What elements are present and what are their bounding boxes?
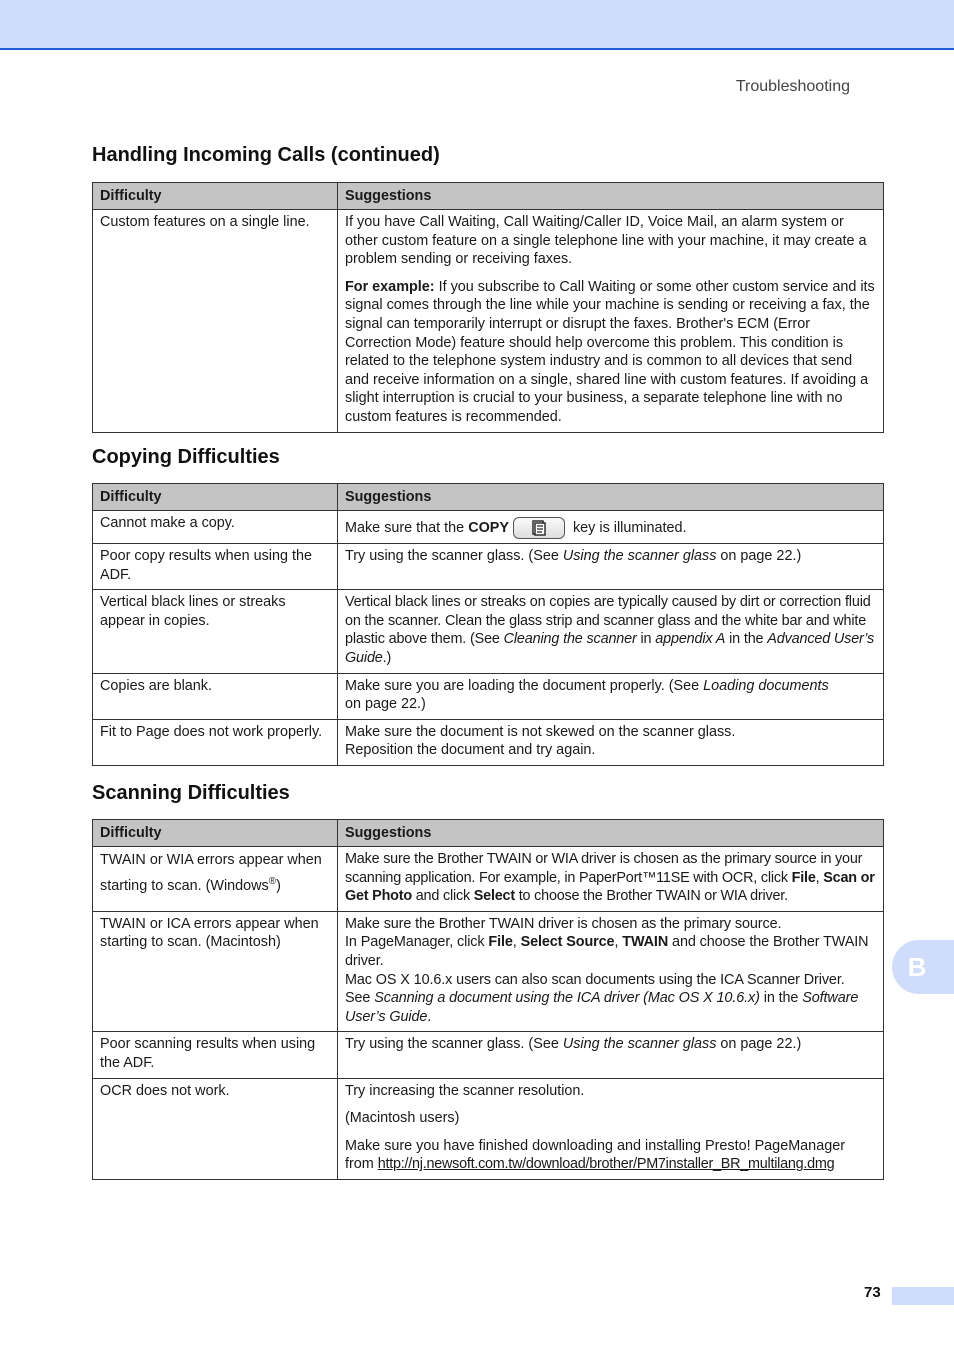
suggestion-text: See bbox=[345, 990, 375, 1007]
appendix-tab-b: B bbox=[892, 940, 954, 994]
table-row bbox=[93, 590, 884, 673]
suggestion-text: .) bbox=[382, 649, 392, 666]
difficulty-text: ) bbox=[276, 877, 281, 894]
menu-label: File bbox=[791, 869, 816, 886]
table-row bbox=[93, 1032, 884, 1078]
suggestion-text: . bbox=[427, 1008, 432, 1025]
table-row bbox=[93, 911, 884, 1032]
suggestion-text: In PageManager, click bbox=[345, 934, 489, 951]
suggestion-text: on page 22.) bbox=[345, 696, 426, 713]
column-header-suggestions: Suggestions bbox=[338, 183, 884, 210]
table-scanning bbox=[92, 819, 884, 1180]
menu-label: Select bbox=[473, 888, 515, 905]
column-header-suggestions: Suggestions bbox=[338, 484, 884, 511]
reference-title: Using the scanner glass bbox=[562, 548, 717, 564]
reference-title: Cleaning the scanner bbox=[503, 631, 637, 648]
table-row bbox=[93, 210, 884, 433]
suggestion-text: and choose the Brother TWAIN driver. bbox=[345, 934, 869, 969]
suggestion-cell bbox=[338, 1032, 884, 1078]
suggestion-text: Make sure the Brother TWAIN or WIA driver is chosen as the primary source in your scanning application. For example, in PaperPort™11SE with OCR, click bbox=[345, 851, 863, 886]
page-number: 73 bbox=[864, 1284, 881, 1301]
copy-key-label: COPY bbox=[468, 519, 509, 536]
difficulty-cell bbox=[93, 847, 338, 912]
reference-title: Software User’s Guide bbox=[345, 990, 859, 1025]
suggestion-text: Vertical black lines or streaks on copies are typically caused by dirt or correction fluid on the scanner. Clean the glass strip and scanner glass and the white bar and white plastic above them. (See bbox=[345, 594, 871, 648]
suggestion-cell bbox=[338, 511, 884, 544]
column-header-difficulty: Difficulty bbox=[93, 484, 338, 511]
suggestion-text: , bbox=[815, 869, 824, 886]
table-copying bbox=[92, 483, 884, 766]
difficulty-cell: Poor copy results when using the ADF. bbox=[93, 544, 338, 590]
difficulty-cell: Custom features on a single line. bbox=[93, 210, 338, 433]
suggestion-paragraph: Try increasing the scanner resolution. bbox=[345, 1082, 585, 1099]
suggestion-text: in bbox=[636, 631, 656, 648]
suggestion-cell bbox=[338, 210, 884, 433]
difficulty-cell: Copies are blank. bbox=[93, 673, 338, 719]
reference-title: Advanced User’s Guide bbox=[345, 631, 875, 666]
table-header-row bbox=[93, 183, 884, 210]
suggestion-cell bbox=[338, 673, 884, 719]
copy-key bbox=[513, 517, 565, 539]
suggestion-text: Make sure that the bbox=[345, 519, 469, 536]
table-row bbox=[93, 847, 884, 912]
suggestion-paragraph: (Macintosh users) bbox=[345, 1110, 460, 1127]
header-band bbox=[0, 0, 954, 50]
suggestion-text: , bbox=[512, 934, 521, 951]
suggestion-cell bbox=[338, 911, 884, 1032]
bold-label: For example: bbox=[345, 278, 435, 295]
suggestion-text: to choose the Brother TWAIN or WIA driver. bbox=[514, 888, 788, 905]
suggestion-text: on page 22.) bbox=[716, 1036, 802, 1053]
suggestion-text: Make sure you are loading the document properly. (See bbox=[345, 677, 704, 694]
difficulty-cell: OCR does not work. bbox=[93, 1078, 338, 1179]
suggestion-cell bbox=[338, 719, 884, 765]
table-header-row bbox=[93, 484, 884, 511]
menu-label: File bbox=[488, 934, 513, 951]
reference-title: appendix A bbox=[655, 631, 726, 648]
reference-title: Using the scanner glass bbox=[562, 1036, 717, 1053]
running-head: Troubleshooting bbox=[735, 78, 850, 95]
table-row bbox=[93, 719, 884, 765]
registered-mark: ® bbox=[268, 876, 277, 887]
suggestion-text: Mac OS X 10.6.x users can also scan documents using the ICA Scanner Driver. bbox=[345, 971, 845, 988]
section-title-incoming-calls: Handling Incoming Calls (continued) bbox=[92, 144, 440, 166]
difficulty-cell: Vertical black lines or streaks appear in copies. bbox=[93, 590, 338, 673]
section-title-copying: Copying Difficulties bbox=[92, 446, 280, 468]
suggestion-paragraph bbox=[345, 1137, 876, 1174]
suggestion-paragraph: If you have Call Waiting, Call Waiting/Caller ID, Voice Mail, an alarm system or other custom feature on a single telephone line with your machine, it may create a problem sending or receiving faxes. bbox=[345, 214, 867, 268]
difficulty-text: TWAIN or WIA errors appear when starting to scan. (Windows bbox=[100, 852, 322, 894]
menu-label: Scan or Get Photo bbox=[345, 869, 875, 905]
table-row bbox=[93, 1078, 884, 1179]
suggestion-text: key is illuminated. bbox=[568, 519, 687, 536]
suggestion-text: Make sure the document is not skewed on the scanner glass. bbox=[345, 723, 736, 740]
suggestion-text: in the bbox=[725, 631, 768, 648]
column-header-suggestions: Suggestions bbox=[338, 820, 884, 847]
table-row bbox=[93, 511, 884, 544]
footer-band bbox=[892, 1287, 954, 1305]
table-incoming-calls bbox=[92, 182, 884, 433]
suggestion-text: Make sure you have finished downloading and installing Presto! PageManager from bbox=[345, 1137, 845, 1173]
suggestion-cell bbox=[338, 847, 884, 912]
suggestion-cell bbox=[338, 590, 884, 673]
column-header-difficulty: Difficulty bbox=[93, 183, 338, 210]
reference-title: Scanning a document using the ICA driver (Mac OS X 10.6.x) bbox=[374, 990, 760, 1007]
difficulty-cell: TWAIN or ICA errors appear when starting to scan. (Macintosh) bbox=[93, 911, 338, 1032]
suggestion-text: Make sure the Brother TWAIN driver is chosen as the primary source. bbox=[345, 915, 782, 932]
suggestion-text: Reposition the document and try again. bbox=[345, 742, 596, 759]
suggestion-text: Try using the scanner glass. (See bbox=[345, 548, 563, 564]
reference-title: Loading documents bbox=[703, 677, 829, 694]
suggestion-cell bbox=[338, 1078, 884, 1179]
difficulty-cell: Fit to Page does not work properly. bbox=[93, 719, 338, 765]
suggestion-text: , bbox=[614, 934, 623, 951]
table-header-row bbox=[93, 820, 884, 847]
suggestion-cell bbox=[338, 544, 884, 590]
copy-icon bbox=[531, 520, 547, 536]
table-row bbox=[93, 544, 884, 590]
suggestion-text: Try using the scanner glass. (See bbox=[345, 1036, 563, 1053]
difficulty-cell: Cannot make a copy. bbox=[93, 511, 338, 544]
table-row bbox=[93, 673, 884, 719]
section-title-scanning: Scanning Difficulties bbox=[92, 782, 290, 804]
column-header-difficulty: Difficulty bbox=[93, 820, 338, 847]
suggestion-text: on page 22.) bbox=[716, 548, 802, 564]
suggestion-text: and click bbox=[411, 888, 474, 905]
download-link[interactable]: http://nj.newsoft.com.tw/download/brother/PM7installer_BR_multilang.dmg bbox=[377, 1156, 835, 1173]
suggestion-text: in the bbox=[759, 990, 803, 1007]
suggestion-paragraph bbox=[345, 278, 876, 427]
menu-label: TWAIN bbox=[622, 934, 669, 951]
difficulty-cell: Poor scanning results when using the ADF. bbox=[93, 1032, 338, 1078]
menu-label: Select Source bbox=[520, 934, 615, 951]
suggestion-text: If you subscribe to Call Waiting or some other custom service and its signal comes through the line while your machine is sending or receiving a fax, the signal can temporarily interrupt or disrupt the faxes. Brother's ECM (Error Correction Mode) feature should help overcome this problem. This condition is related to the telephone system industry and is common to all devices that send and receive information on a single, shared line with custom features. If avoiding a slight interruption is crucial to your business, a separate telephone line with no custom features is recommended. bbox=[345, 278, 875, 425]
